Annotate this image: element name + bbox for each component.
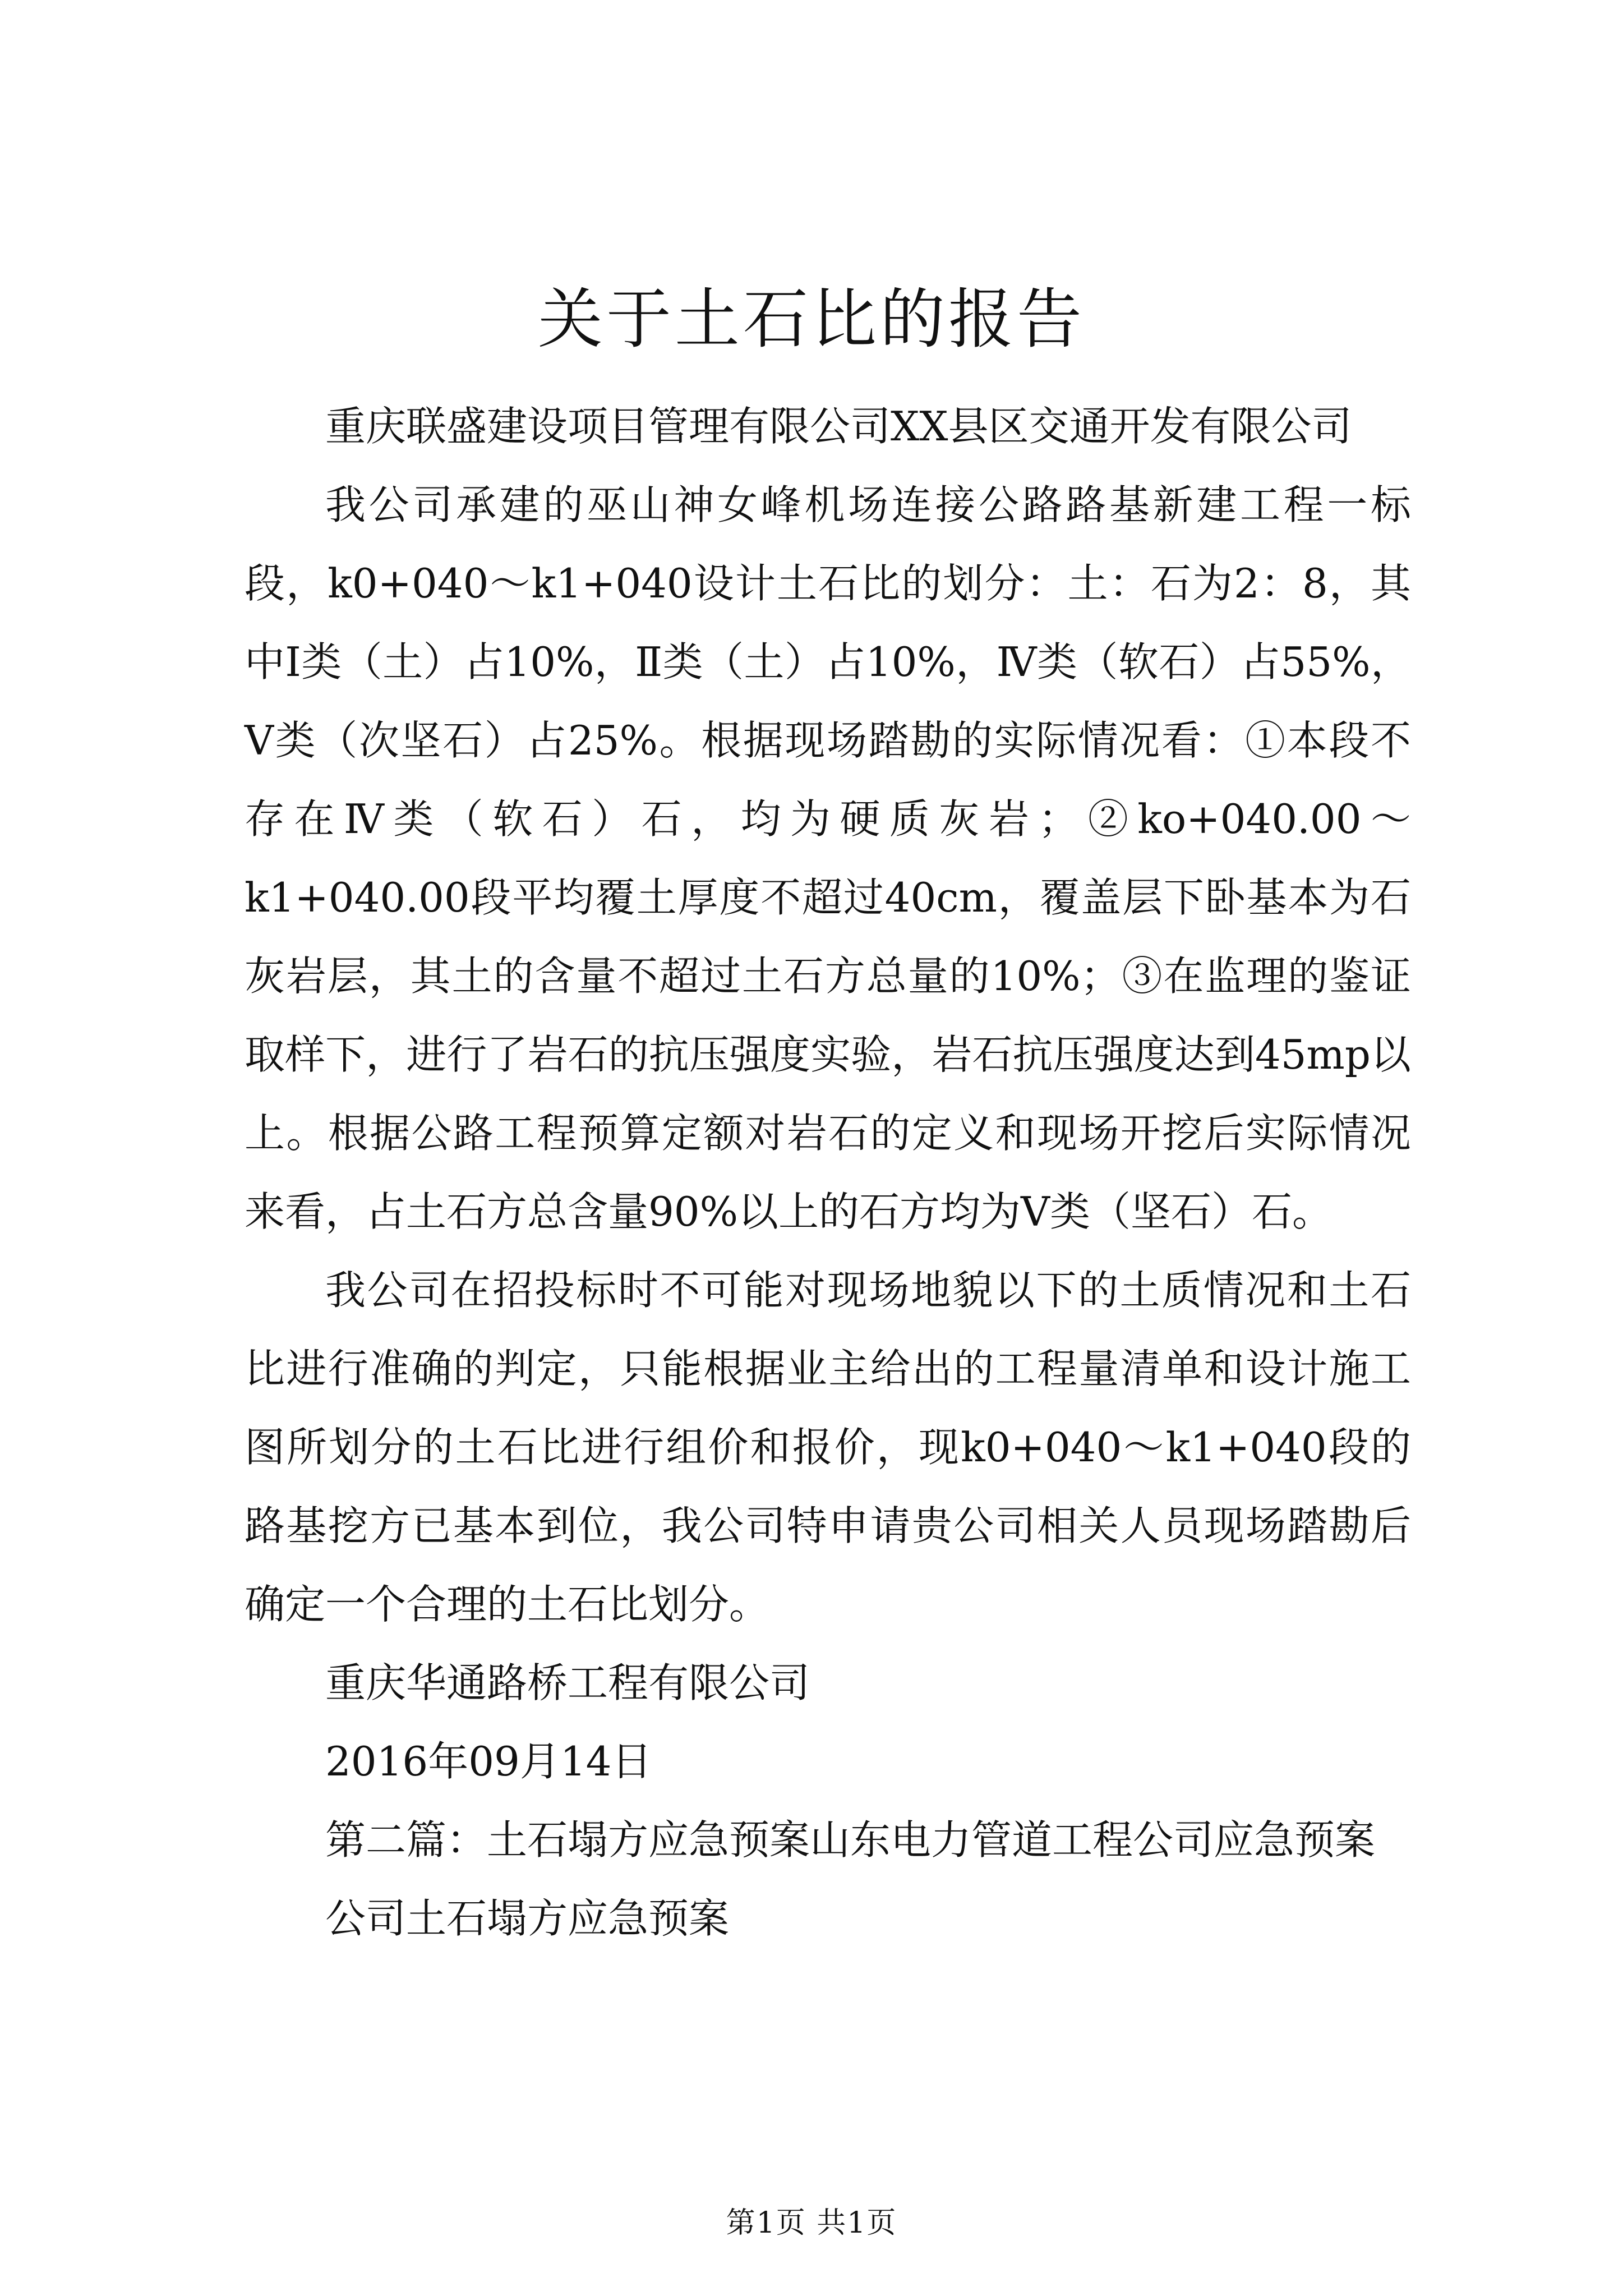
page-footer: 第1页 共1页 bbox=[726, 2206, 897, 2240]
document-title: 关于土石比的报告 bbox=[538, 282, 1085, 357]
addressee-paragraph: 重庆联盛建设项目管理有限公司XX县区交通开发有限公司 bbox=[325, 403, 1352, 450]
section-subheading: 公司土石塌方应急预案 bbox=[325, 1895, 730, 1942]
signature-date: 2016年09月14日 bbox=[325, 1738, 652, 1785]
section-heading: 第二篇：土石塌方应急预案山东电力管道工程公司应急预案 bbox=[325, 1816, 1376, 1864]
body-paragraph: 我公司承建的巫山神女峰机场连接公路路基新建工程一标段，k0+040～k1+040设计土石比的划分：土：石为2：8，其中Ⅰ类（土）占10%，Ⅱ类（土）占10%，Ⅳ类（软石）占55%，Ⅴ类（次坚石）占25%。根据现场踏勘的实际情况看：①本段不存在Ⅳ类（软石）石，均为硬质灰岩；②ko+040.00～k1+040.00段平均覆土厚度不超过40cm，覆盖层下卧基本为石灰岩层，其土的含量不超过土石方总量的10%；③在监理的鉴证取样下，进行了岩石的抗压强度实验，岩石抗压强度达到45mp以上。根据公路工程预算定额对岩石的定义和现场开挖后实际情况来看，占土石方总含量90%以上的石方均为Ⅴ类（坚石）石。 bbox=[245, 481, 1411, 1235]
document-body bbox=[245, 387, 1411, 1958]
body-paragraph: 我公司在招投标时不可能对现场地貌以下的土质情况和土石比进行准确的判定，只能根据业主给出的工程量清单和设计施工图所划分的土石比进行组价和报价，现k0+040～k1+040段的路基挖方已基本到位，我公司特申请贵公司相关人员现场踏勘后确定一个合理的土石比划分。 bbox=[245, 1267, 1411, 1628]
signature-company: 重庆华通路桥工程有限公司 bbox=[325, 1659, 810, 1706]
